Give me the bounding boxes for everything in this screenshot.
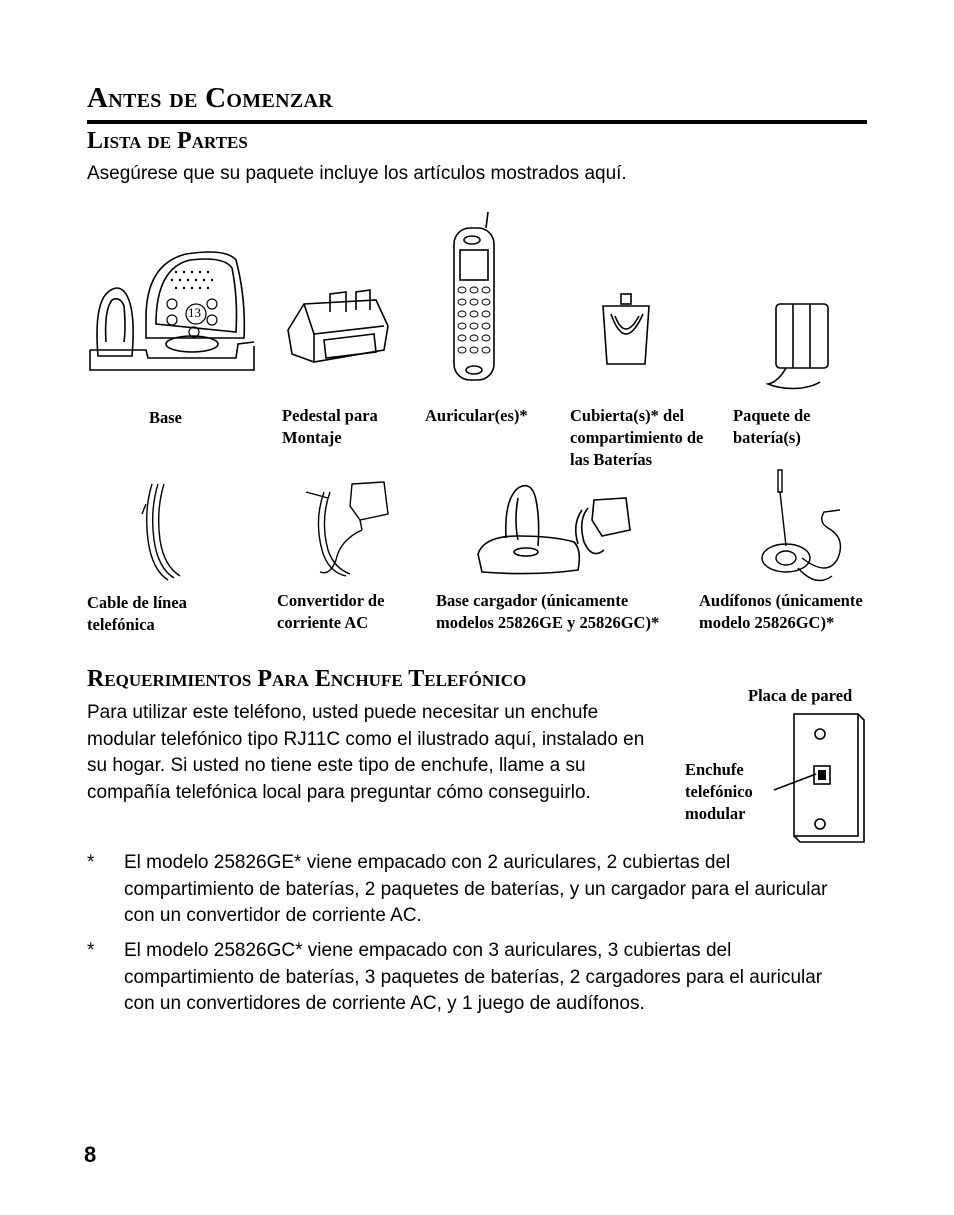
base-illustration bbox=[86, 238, 258, 376]
modular-jack-label: Enchufe telefónico modular bbox=[685, 760, 753, 823]
battery-cover-illustration bbox=[597, 292, 655, 370]
intro-text: Asegúrese que su paquete incluye los artículos mostrados aquí. bbox=[87, 163, 627, 184]
page-title: Antes de Comenzar bbox=[87, 82, 333, 114]
note-marker: * bbox=[87, 852, 95, 873]
base-display-number: 13 bbox=[188, 305, 201, 320]
caption-battery-cover: Cubierta(s)* del compartimiento de las Baterías bbox=[570, 406, 704, 469]
phone-line-cord-illustration bbox=[138, 480, 188, 584]
caption-charger-base: Base cargador (únicamente modelos 25826GE y 25826GC)* bbox=[436, 591, 660, 632]
headset-illustration bbox=[758, 468, 846, 590]
section-heading-jack-requirements: Requerimientos Para Enchufe Telefónico bbox=[87, 666, 527, 692]
caption-mounting-pedestal: Pedestal para Montaje bbox=[282, 406, 378, 447]
note-marker: * bbox=[87, 940, 95, 961]
jack-requirements-text: Para utilizar este teléfono, usted puede necesitar un enchufe modular telefónico tipo RJ11C como el ilustrado aquí, instalado en su hogar. Si usted no tiene este tipo de enchufe, llame a su compañía telefónica local para preguntar cómo conseguirlo. bbox=[87, 702, 645, 803]
caption-battery-pack: Paquete de batería(s) bbox=[733, 406, 811, 447]
handset-illustration bbox=[450, 210, 500, 382]
wall-plate-label: Placa de pared bbox=[748, 686, 853, 705]
title-rule bbox=[87, 120, 867, 124]
note-text: El modelo 25826GE* viene empacado con 2 auriculares, 2 cubiertas del compartimiento de baterías, 2 paquetes de baterías, y un cargador para el auricular con un convertidor de corriente AC. bbox=[124, 852, 828, 926]
caption-handset: Auricular(es)* bbox=[425, 406, 528, 425]
page-number: 8 bbox=[84, 1142, 97, 1167]
note-text: El modelo 25826GC* viene empacado con 3 auriculares, 3 cubiertas del compartimiento de baterías, 3 paquetes de baterías, 2 cargadores para el auricular con un convertidores de corriente AC, y 1 juego de audífonos. bbox=[124, 940, 823, 1014]
section-heading-parts-list: Lista de Partes bbox=[87, 128, 248, 154]
battery-pack-illustration bbox=[762, 302, 832, 394]
ac-adapter-illustration bbox=[300, 480, 392, 578]
note-model-25826ge bbox=[87, 850, 847, 930]
charger-base-illustration bbox=[474, 480, 636, 580]
note-model-25826gc bbox=[87, 938, 847, 1018]
caption-base: Base bbox=[149, 408, 182, 427]
mounting-pedestal-illustration bbox=[284, 290, 394, 366]
wall-plate-illustration bbox=[770, 710, 870, 844]
caption-phone-line-cord: Cable de línea telefónica bbox=[87, 593, 187, 634]
caption-headset: Audífonos (únicamente modelo 25826GC)* bbox=[699, 591, 863, 632]
caption-ac-adapter: Convertidor de corriente AC bbox=[277, 591, 385, 632]
